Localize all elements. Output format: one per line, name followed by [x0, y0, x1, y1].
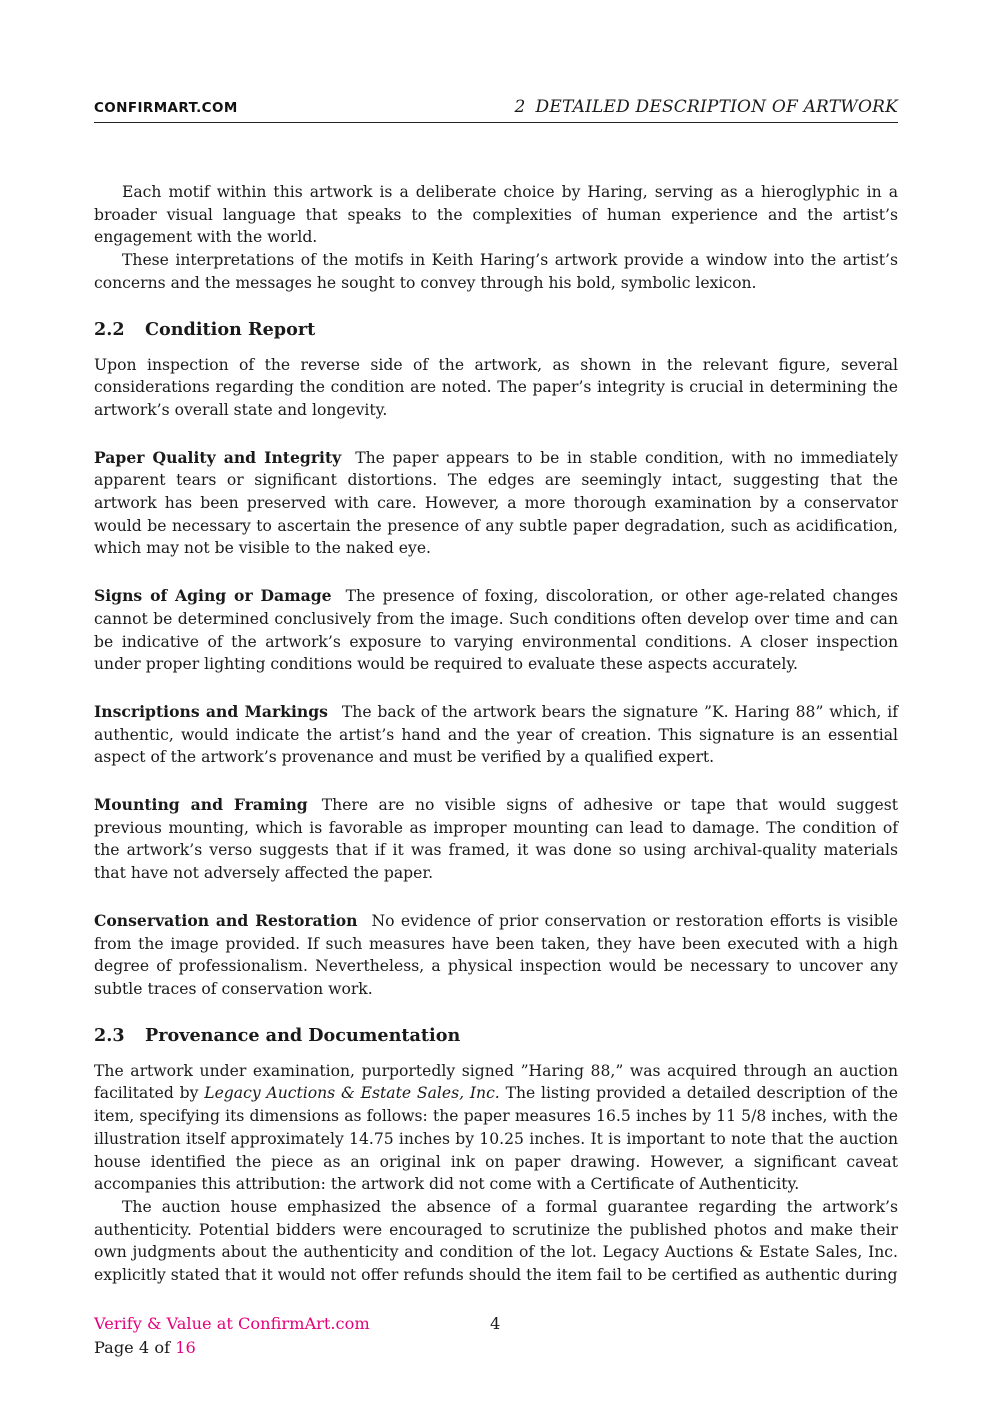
paragraph-text: The back of the artwork bears the signature ”K. Haring 88” which, if authentic, would indicate the artist’s hand and the year of creation. This signature is an essential aspect of the artwork’s provenance and must be verified by a qualified expert.: [94, 702, 898, 767]
provenance-text: The listing provided a detailed description of the item, specifying its dimensions as follows: the paper measures 16.5 inches by 11 5/8 inches, with the illustration itself approximately 14.75 inches by 10.25 inches. It is important to note that the auction house identified the piece as an original ink on paper drawing. However, a significant caveat accompanies this attribution: the artwork did not come with a Certificate of Authenticity.: [94, 1084, 898, 1194]
running-section-name: DETAILED DESCRIPTION OF ARTWORK: [535, 97, 898, 117]
page-number: 4: [490, 1314, 501, 1333]
provenance-paragraph-2: The auction house emphasized the absence of a formal guarantee regarding the artwork’s authenticity. Potential bidders were encouraged to scrutinize the published photos and make their own judgments about the authenticity and condition of the lot. Legacy Auctions & Estate Sales, Inc. explicitly stated that it would not offer refunds should the item fail to be certified as authentic during: [94, 1197, 898, 1285]
paragraph-text: No evidence of prior conservation or restoration efforts is visible from the image provided. If such measures have been taken, they have been executed with a high degree of professionalism. Nevertheless, a physical inspection would be necessary to uncover any subtle traces of conservation work.: [94, 911, 898, 998]
paragraph-signs-of-aging: [94, 585, 898, 676]
page-count: [94, 1338, 196, 1357]
section-number: 2.2: [94, 318, 125, 340]
site-logo: CONFIRMART.COM: [94, 100, 238, 116]
paragraph-text: The presence of foxing, discoloration, or other age-related changes cannot be determined conclusively from the image. Such conditions often develop over time and can be indicative of the artwork’s exposure to varying environmental conditions. A closer inspection under proper lighting conditions would be required to evaluate these aspects accurately.: [94, 587, 898, 674]
paragraph-title: Inscriptions and Markings: [94, 701, 328, 721]
paragraph-title: Conservation and Restoration: [94, 910, 358, 930]
main-content: [94, 181, 898, 1287]
paragraph-text: There are no visible signs of adhesive or tape that would suggest previous mounting, which is favorable as improper mounting can lead to damage. The condition of the artwork’s verso suggests that if it was framed, it was done so using archival-quality materials that have not adversely affected the paper.: [94, 796, 898, 883]
footer-link[interactable]: Verify & Value at ConfirmArt.com: [94, 1314, 370, 1333]
section-number: 2.3: [94, 1024, 125, 1046]
intro-paragraph-2: These interpretations of the motifs in Keith Haring’s artwork provide a window into the artist’s concerns and the messages he sought to convey through his bold, symbolic lexicon.: [94, 251, 898, 292]
paragraph-title: Signs of Aging or Damage: [94, 586, 332, 606]
running-section-number: 2: [514, 97, 526, 117]
total-pages-link[interactable]: 16: [175, 1338, 196, 1357]
section-title: Provenance and Documentation: [145, 1024, 461, 1046]
paragraph-conservation: [94, 910, 898, 1001]
paragraph-inscriptions: [94, 701, 898, 769]
paragraph-title: Mounting and Framing: [94, 795, 308, 815]
provenance-paragraph-1: [94, 1060, 898, 1196]
paragraph-text: The paper appears to be in stable condition, with no immediately apparent tears or significant distortions. The edges are seemingly intact, suggesting that the artwork has been preserved with care. However, a more thorough examination by a conservator would be necessary to ascertain the presence of any subtle paper degradation, such as acidification, which may not be visible to the naked eye.: [94, 448, 898, 558]
intro-paragraph-1: Each motif within this artwork is a deliberate choice by Haring, serving as a hieroglyphic in a broader visual language that speaks to the complexities of human experience and the artist’s engagement with the world.: [94, 183, 898, 247]
section-heading-provenance: [94, 1025, 898, 1047]
section-heading-condition-report: [94, 319, 898, 341]
auction-house-name: Legacy Auctions & Estate Sales, Inc.: [204, 1084, 500, 1103]
paragraph-mounting: [94, 794, 898, 885]
paragraph-title: Paper Quality and Integrity: [94, 447, 342, 467]
paragraph-paper-quality: [94, 447, 898, 561]
provenance-text: The artwork under examination, purportedly signed ”Haring 88,” was acquired through an auction facilitated by: [94, 1061, 898, 1103]
condition-intro-paragraph: Upon inspection of the reverse side of the artwork, as shown in the relevant figure, several considerations regarding the condition are noted. The paper’s integrity is crucial in determining the artwork’s overall state and longevity.: [94, 355, 898, 419]
page-label: Page 4 of: [94, 1338, 176, 1357]
running-header: [94, 96, 898, 123]
section-title: Condition Report: [145, 318, 316, 340]
running-section-title: [515, 97, 898, 117]
